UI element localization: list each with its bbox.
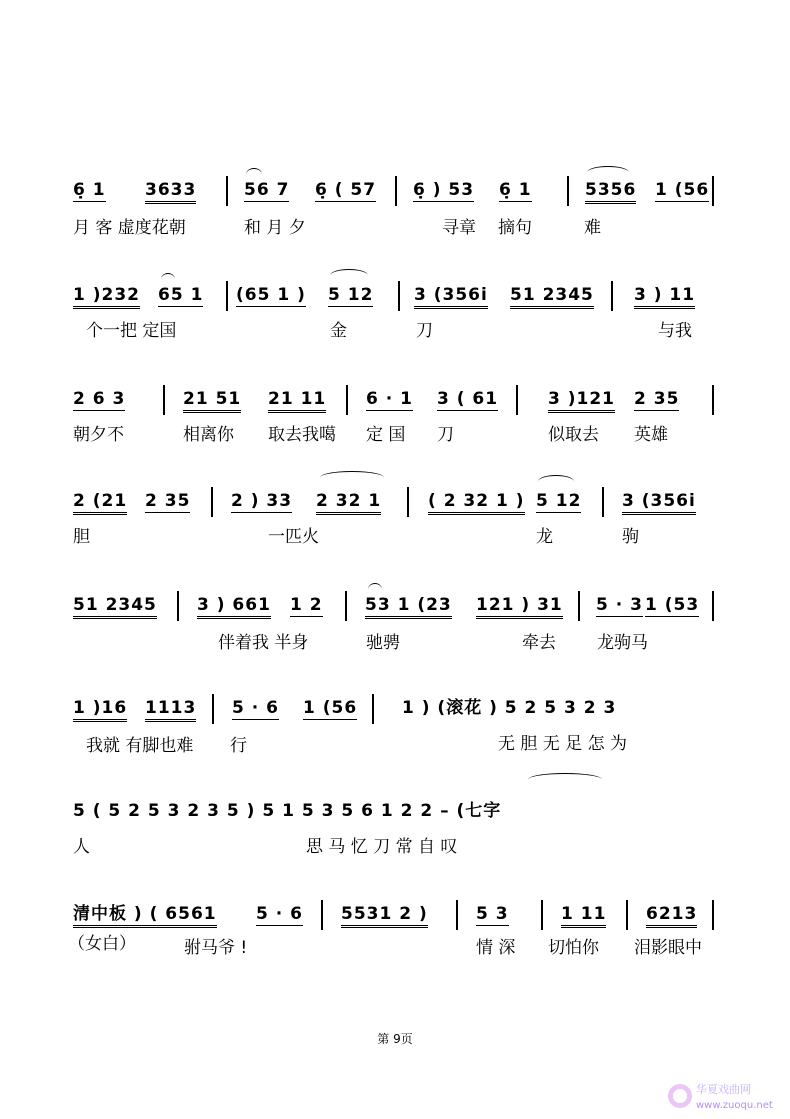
lyric-line: 胆 xyxy=(73,527,90,547)
lyric-line: 刀 xyxy=(416,321,433,341)
lyric-line: 个一把 定国 xyxy=(86,321,177,341)
watermark-title: 华夏戏曲网 xyxy=(696,1083,751,1096)
barline xyxy=(407,487,409,517)
note-group: 21 11 xyxy=(268,389,326,413)
lyric-line: 伴着我 半身 xyxy=(218,633,309,653)
lyric-line: 取去我噶 xyxy=(268,425,336,445)
lyric-line: 思 马 忆 刀 常 自 叹 xyxy=(306,837,458,857)
lyric-line: 和 月 夕 xyxy=(244,218,306,238)
tie-arc xyxy=(538,475,574,488)
lyric-line: 英雄 xyxy=(634,425,668,445)
note-group: 5 12 xyxy=(536,491,582,511)
barline xyxy=(541,900,543,930)
barline xyxy=(372,694,374,724)
note-group: 1 (56 xyxy=(303,698,358,718)
lyric-line: 情 深 xyxy=(476,938,516,958)
lyric-line: 驰骋 xyxy=(366,633,400,653)
note-group: 2 35 xyxy=(145,491,191,511)
lyric-line: 相离你 xyxy=(183,425,234,445)
note-group: 2 35 xyxy=(634,389,680,409)
note-group: 5 · 6 xyxy=(232,698,279,718)
lyric-line: 一匹火 xyxy=(268,527,319,547)
lyric-line: 寻章 xyxy=(442,218,476,238)
note-group: 3 ) 11 xyxy=(634,285,695,309)
barline xyxy=(712,385,714,415)
note-group: 6̣ ) 53 xyxy=(413,180,475,200)
barline xyxy=(611,281,613,311)
note-group: 3 ) 661 xyxy=(197,595,271,619)
note-group: 1113 xyxy=(145,698,196,722)
note-group: 1 )16 xyxy=(73,698,127,722)
lyric-line: 泪影眼中 xyxy=(634,938,702,958)
note-group: 5 3 xyxy=(476,904,509,924)
watermark-url: www.zuoqu.net xyxy=(696,1100,773,1111)
lyric-line: 朝夕不 xyxy=(73,425,124,445)
barline xyxy=(211,487,213,517)
note-group: 6̣ ( 57 xyxy=(315,180,377,200)
note-group: 121 ) 31 xyxy=(476,595,563,619)
note-group: 2 32 1 xyxy=(316,491,381,515)
barline xyxy=(226,281,228,311)
lyric-line: 驸马爷 ! xyxy=(184,938,248,958)
barline xyxy=(602,487,604,517)
lyric-line: 摘句 xyxy=(498,218,532,238)
note-group: 5 ( 5 2 5 3 2 3 5 ) 5 1 5 3 5 6 1 2 2 – (七字 xyxy=(73,801,502,821)
barline xyxy=(177,591,179,621)
lyric-line: 切怕你 xyxy=(548,938,599,958)
lyric-line: 难 xyxy=(584,218,601,238)
lyric-line: 人 xyxy=(73,837,90,857)
note-group: 5 12 xyxy=(328,285,374,305)
note-group: 51 2345 xyxy=(73,595,157,619)
note-group: 56 7 xyxy=(244,180,290,200)
note-group: 3 (356i xyxy=(622,491,696,515)
note-group: 51 2345 xyxy=(510,285,594,309)
lyric-line: 牵去 xyxy=(522,633,556,653)
note-group: 6213 xyxy=(646,904,697,928)
barline xyxy=(395,176,397,206)
note-group: 1 ) (滚花 ) 5 2 5 3 2 3 xyxy=(402,698,617,718)
barline xyxy=(712,900,714,930)
tie-arc xyxy=(587,166,629,179)
barline xyxy=(516,385,518,415)
barline xyxy=(226,176,228,206)
barline xyxy=(346,385,348,415)
lyric-line: 刀 xyxy=(437,425,454,445)
note-group: 1 (56 xyxy=(655,180,710,200)
note-group: 1 11 xyxy=(561,904,606,928)
note-group: 2 (21 xyxy=(73,491,127,515)
note-group: 6̣ 1 xyxy=(73,180,106,200)
note-group: 清中板 ) ( 6561 xyxy=(73,904,217,928)
page-number: 第 9页 xyxy=(377,1032,413,1046)
tie-arc xyxy=(528,773,602,786)
note-group: 3 (356i xyxy=(414,285,488,309)
barline xyxy=(626,900,628,930)
lyric-line: 似取去 xyxy=(548,425,599,445)
note-group: 3 ( 61 xyxy=(437,389,499,409)
note-group: 53 1 (23 xyxy=(365,595,452,619)
lyric-line: 行 xyxy=(230,736,247,756)
barline xyxy=(456,900,458,930)
barline xyxy=(321,900,323,930)
note-group: (65 1 ) xyxy=(236,285,306,305)
tie-arc xyxy=(320,471,384,484)
lyric-line: （女白） xyxy=(68,934,136,954)
note-group: 21 51 xyxy=(183,389,241,413)
lyric-line: 无 胆 无 足 怎 为 xyxy=(498,734,628,754)
lyric-line: 定 国 xyxy=(366,425,406,445)
note-group: 5 · 6 xyxy=(256,904,303,924)
site-watermark[interactable] xyxy=(666,1077,784,1115)
barline xyxy=(567,176,569,206)
note-group: 2 ) 33 xyxy=(231,491,293,511)
note-group: 65 1 xyxy=(158,285,204,305)
lyric-line: 与我 xyxy=(658,321,692,341)
note-group: 6 · 1 xyxy=(366,389,413,409)
lyric-line: 我就 有脚也难 xyxy=(86,736,194,756)
barline xyxy=(163,385,165,415)
barline xyxy=(398,281,400,311)
note-group: 5356 xyxy=(585,180,636,204)
lyric-line: 龙驹马 xyxy=(597,633,648,653)
barline xyxy=(712,591,714,621)
tie-arc xyxy=(330,269,368,282)
barline xyxy=(578,591,580,621)
note-group: 2 6 3 xyxy=(73,389,126,409)
barline xyxy=(212,694,214,724)
note-group: 6̣ 1 xyxy=(499,180,532,200)
barline xyxy=(345,591,347,621)
note-group: 3633 xyxy=(145,180,196,204)
note-group: 5 · 3 xyxy=(596,595,643,615)
barline xyxy=(712,176,714,206)
note-group: 1 )232 xyxy=(73,285,140,309)
lyric-line: 金 xyxy=(330,321,347,341)
note-group: 1 (53 xyxy=(645,595,700,615)
note-group: 3 )121 xyxy=(548,389,615,413)
lyric-line: 龙 xyxy=(536,527,553,547)
note-group: 1 2 xyxy=(290,595,323,615)
lyric-line: 月 客 虚度花朝 xyxy=(73,218,186,238)
lyric-line: 驹 xyxy=(622,527,639,547)
note-group: ( 2 32 1 ) xyxy=(428,491,525,515)
note-group: 5531 2 ) xyxy=(341,904,428,928)
